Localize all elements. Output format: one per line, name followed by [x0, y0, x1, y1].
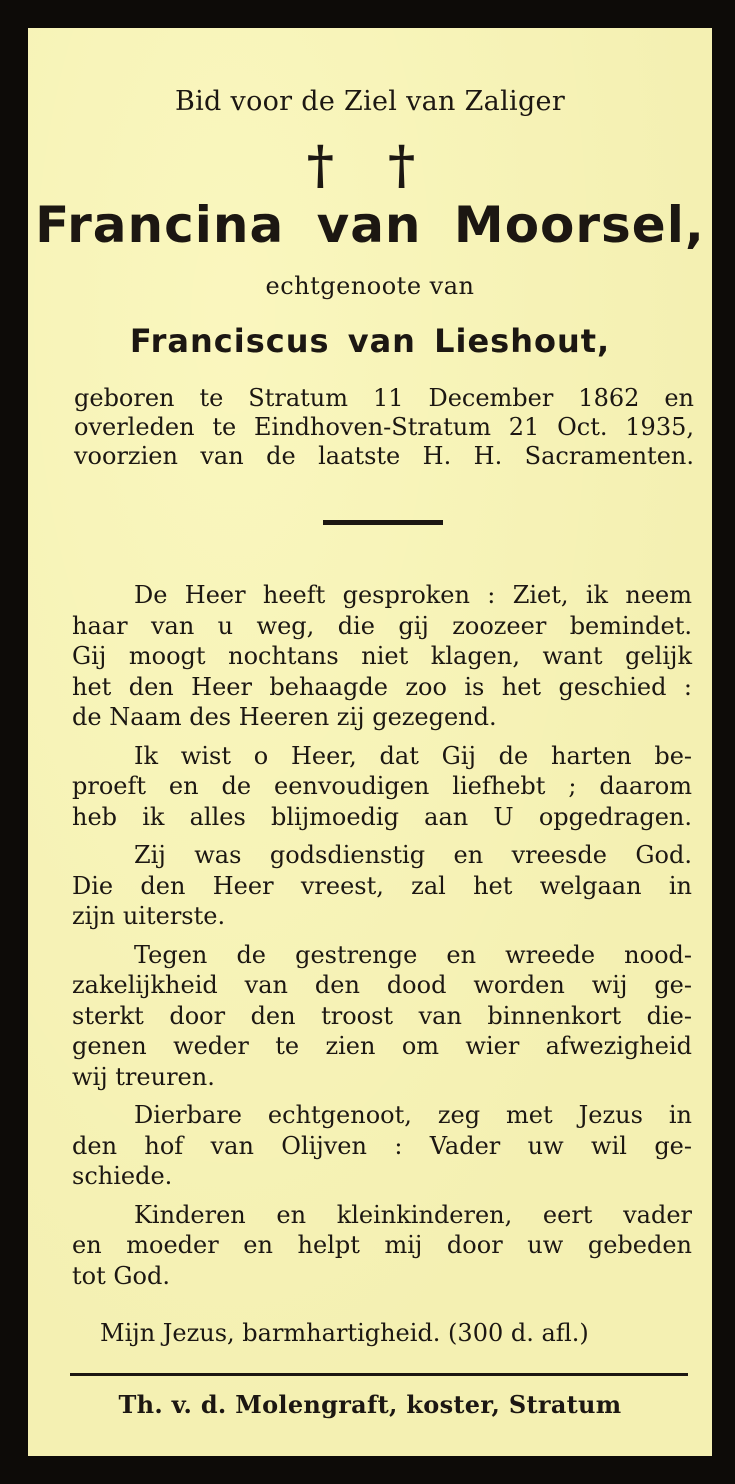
printer-credit: Th. v. d. Molengraft, koster, Stratum — [118, 1390, 622, 1419]
text-line: de Naam des Heeren zij gezegend. — [72, 703, 497, 731]
body-text — [72, 580, 692, 1299]
paragraph — [72, 741, 692, 833]
text-line: genen weder te zien om wier afwezigheid — [72, 1032, 692, 1060]
intro-text: Bid voor de Ziel van Zaliger — [174, 86, 566, 117]
short-divider — [323, 520, 443, 525]
text-line: De Heer heeft gesproken : Ziet, ik neem — [134, 581, 692, 609]
crosses-icon: † † — [306, 135, 434, 196]
text-line: heb ik alles blijmoedig aan U opgedragen. — [72, 802, 692, 831]
spouse-name: Franciscus van Lieshout, — [129, 322, 611, 360]
text-line: sterkt door den troost van binnenkort die- — [72, 1001, 692, 1030]
text-line: Ik wist o Heer, dat Gij de harten be- — [134, 741, 692, 770]
spouse-of-label: echtgenoote van — [265, 272, 475, 300]
text-line: den hof van Olijven : Vader uw wil ge- — [72, 1131, 692, 1160]
memorial-card — [28, 28, 712, 1456]
prayer-line: Mijn Jezus, barmhartigheid. (300 d. afl.) — [100, 1319, 589, 1347]
paragraph — [72, 580, 692, 733]
paragraph — [72, 840, 692, 932]
text-line: tot God. — [72, 1261, 170, 1290]
bio-line: voorzien van de laatste H. H. Sacramenten. — [74, 442, 694, 470]
text-line: schiede. — [72, 1162, 173, 1190]
text-line: Dierbare echtgenoot, zeg met Jezus in — [134, 1101, 692, 1129]
text-line: Zij was godsdienstig en vreesde God. — [134, 841, 692, 869]
text-line: zakelijkheid van den dood worden wij ge- — [72, 971, 692, 999]
bio-line: overleden te Eindhoven-Stratum 21 Oct. 1935, — [74, 413, 694, 441]
text-line: Die den Heer vreest, zal het welgaan in — [72, 871, 692, 900]
paragraph — [72, 1100, 692, 1192]
text-line: Kinderen en kleinkinderen, eert vader — [134, 1200, 692, 1229]
paragraph — [72, 1200, 692, 1292]
text-line: Tegen de gestrenge en wreede nood- — [134, 940, 692, 969]
text-line: haar van u weg, die gij zoozeer bemindet. — [72, 611, 692, 640]
bio-block — [74, 384, 694, 471]
text-line: wij treuren. — [72, 1062, 215, 1091]
bio-line: geboren te Stratum 11 December 1862 en — [74, 384, 694, 412]
deceased-name: Francina van Moorsel, — [35, 196, 705, 254]
divider — [70, 1373, 688, 1376]
text-line: proeft en de eenvoudigen liefhebt ; daarom — [72, 772, 692, 800]
text-line: Gij moogt nochtans niet klagen, want gelijk — [72, 642, 692, 670]
text-line: en moeder en helpt mij door uw gebeden — [72, 1231, 692, 1259]
text-line: het den Heer behaagde zoo is het geschied : — [72, 672, 692, 701]
text-line: zijn uiterste. — [72, 902, 226, 930]
paragraph — [72, 940, 692, 1093]
